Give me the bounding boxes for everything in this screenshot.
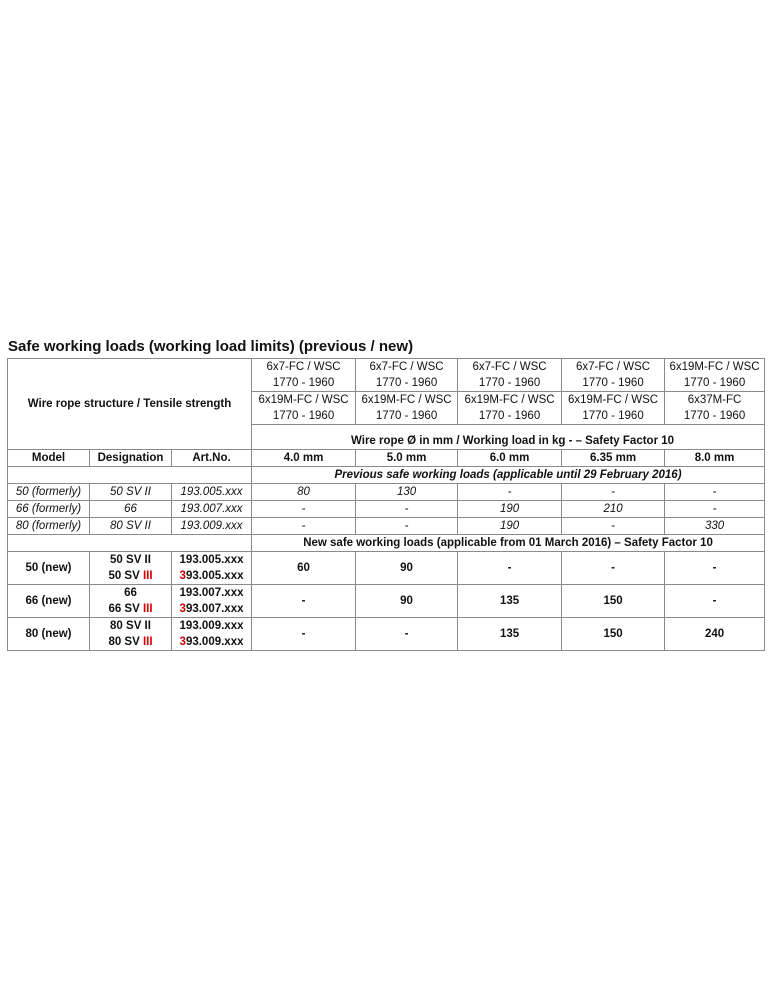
previous-loads-caption: Previous safe working loads (applicable until 29 February 2016) (252, 467, 765, 484)
model-cell: 66 (new) (8, 585, 90, 618)
load-cell: - (665, 585, 765, 618)
rope-strength-a: 1770 - 1960 (458, 375, 562, 392)
designation-cell: 80 SV II (90, 518, 172, 535)
designation-prefix: 50 SV (108, 570, 143, 582)
safe-working-loads-table (7, 358, 765, 651)
artno-rest: 93.007.xxx (185, 603, 244, 615)
artno-red-digit: 3 (179, 603, 186, 615)
model-cell: 50 (formerly) (8, 484, 90, 501)
table-row (8, 618, 765, 651)
wire-rope-caption: Wire rope Ø in mm / Working load in kg - – Safety Factor 10 (252, 433, 765, 450)
load-cell: - (252, 518, 356, 535)
spacer-cell (252, 425, 765, 434)
load-cell: - (665, 501, 765, 518)
artno-cell: 193.009.xxx (172, 518, 252, 535)
load-cell: 90 (356, 552, 458, 585)
artno-red-digit: 3 (179, 636, 186, 648)
artno-cell (172, 552, 252, 585)
designation-cell (90, 585, 172, 618)
load-cell: - (356, 518, 458, 535)
rope-strength-a: 1770 - 1960 (562, 375, 665, 392)
header-designation: Designation (90, 450, 172, 467)
model-cell: 80 (new) (8, 618, 90, 651)
rope-type-a: 6x19M-FC / WSC (665, 359, 765, 376)
load-cell: - (252, 618, 356, 651)
load-cell: - (458, 484, 562, 501)
header-diameter: 8.0 mm (665, 450, 765, 467)
load-cell: 60 (252, 552, 356, 585)
table-row (8, 501, 765, 518)
designation-line: 80 SV II (110, 620, 151, 632)
load-cell: - (356, 618, 458, 651)
rope-type-a: 6x7-FC / WSC (458, 359, 562, 376)
load-cell: - (252, 501, 356, 518)
artno-line (174, 601, 249, 617)
load-cell: 150 (562, 618, 665, 651)
load-cell: 190 (458, 501, 562, 518)
load-cell: - (252, 585, 356, 618)
load-cell: - (665, 484, 765, 501)
new-loads-caption: New safe working loads (applicable from 01 March 2016) – Safety Factor 10 (252, 535, 765, 552)
model-cell: 66 (formerly) (8, 501, 90, 518)
rope-strength-b: 1770 - 1960 (458, 408, 562, 425)
designation-red-suffix: III (142, 570, 153, 582)
table-row (8, 484, 765, 501)
artno-line: 193.005.xxx (179, 554, 244, 566)
header-diameter: 4.0 mm (252, 450, 356, 467)
designation-line (92, 601, 169, 617)
structure-label: Wire rope structure / Tensile strength (8, 359, 252, 450)
artno-rest: 93.009.xxx (185, 636, 244, 648)
load-cell: - (665, 552, 765, 585)
rope-type-a: 6x7-FC / WSC (252, 359, 356, 376)
rope-type-b: 6x19M-FC / WSC (458, 392, 562, 409)
designation-prefix: 80 SV (108, 636, 143, 648)
artno-line: 193.007.xxx (179, 587, 244, 599)
rope-type-a: 6x7-FC / WSC (356, 359, 458, 376)
load-cell: 240 (665, 618, 765, 651)
artno-red-digit: 3 (179, 570, 186, 582)
artno-cell: 193.005.xxx (172, 484, 252, 501)
header-artno: Art.No. (172, 450, 252, 467)
load-cell: 210 (562, 501, 665, 518)
designation-line: 66 (124, 587, 137, 599)
rope-strength-b: 1770 - 1960 (356, 408, 458, 425)
artno-line (174, 568, 249, 584)
spacer-cell (8, 535, 252, 552)
artno-cell: 193.007.xxx (172, 501, 252, 518)
load-cell: - (562, 552, 665, 585)
artno-line: 193.009.xxx (179, 620, 244, 632)
artno-cell (172, 618, 252, 651)
table-row (8, 585, 765, 618)
table-row (8, 552, 765, 585)
rope-strength-a: 1770 - 1960 (665, 375, 765, 392)
spacer-cell (8, 467, 252, 484)
designation-line (92, 568, 169, 584)
designation-red-suffix: III (142, 603, 153, 615)
designation-cell (90, 618, 172, 651)
rope-strength-a: 1770 - 1960 (356, 375, 458, 392)
designation-line (92, 634, 169, 650)
rope-strength-b: 1770 - 1960 (562, 408, 665, 425)
designation-prefix: 66 SV (108, 603, 143, 615)
model-cell: 80 (formerly) (8, 518, 90, 535)
header-diameter: 6.35 mm (562, 450, 665, 467)
load-cell: - (562, 484, 665, 501)
load-cell: 90 (356, 585, 458, 618)
designation-cell: 50 SV II (90, 484, 172, 501)
rope-strength-a: 1770 - 1960 (252, 375, 356, 392)
rope-type-b: 6x37M-FC (665, 392, 765, 409)
load-cell: 130 (356, 484, 458, 501)
rope-type-b: 6x19M-FC / WSC (356, 392, 458, 409)
load-cell: 330 (665, 518, 765, 535)
rope-strength-b: 1770 - 1960 (665, 408, 765, 425)
designation-cell (90, 552, 172, 585)
load-cell: 80 (252, 484, 356, 501)
designation-line: 50 SV II (110, 554, 151, 566)
header-model: Model (8, 450, 90, 467)
rope-strength-b: 1770 - 1960 (252, 408, 356, 425)
artno-rest: 93.005.xxx (185, 570, 244, 582)
designation-cell: 66 (90, 501, 172, 518)
artno-line (174, 634, 249, 650)
rope-type-a: 6x7-FC / WSC (562, 359, 665, 376)
designation-red-suffix: III (142, 636, 153, 648)
load-cell: - (356, 501, 458, 518)
load-cell: - (562, 518, 665, 535)
header-diameter: 5.0 mm (356, 450, 458, 467)
load-cell: 135 (458, 618, 562, 651)
table-row (8, 518, 765, 535)
model-cell: 50 (new) (8, 552, 90, 585)
header-diameter: 6.0 mm (458, 450, 562, 467)
load-cell: 190 (458, 518, 562, 535)
page-title: Safe working loads (working load limits) (previous / new) (8, 338, 414, 355)
load-cell: 135 (458, 585, 562, 618)
rope-type-b: 6x19M-FC / WSC (562, 392, 665, 409)
load-cell: 150 (562, 585, 665, 618)
load-cell: - (458, 552, 562, 585)
rope-type-b: 6x19M-FC / WSC (252, 392, 356, 409)
artno-cell (172, 585, 252, 618)
